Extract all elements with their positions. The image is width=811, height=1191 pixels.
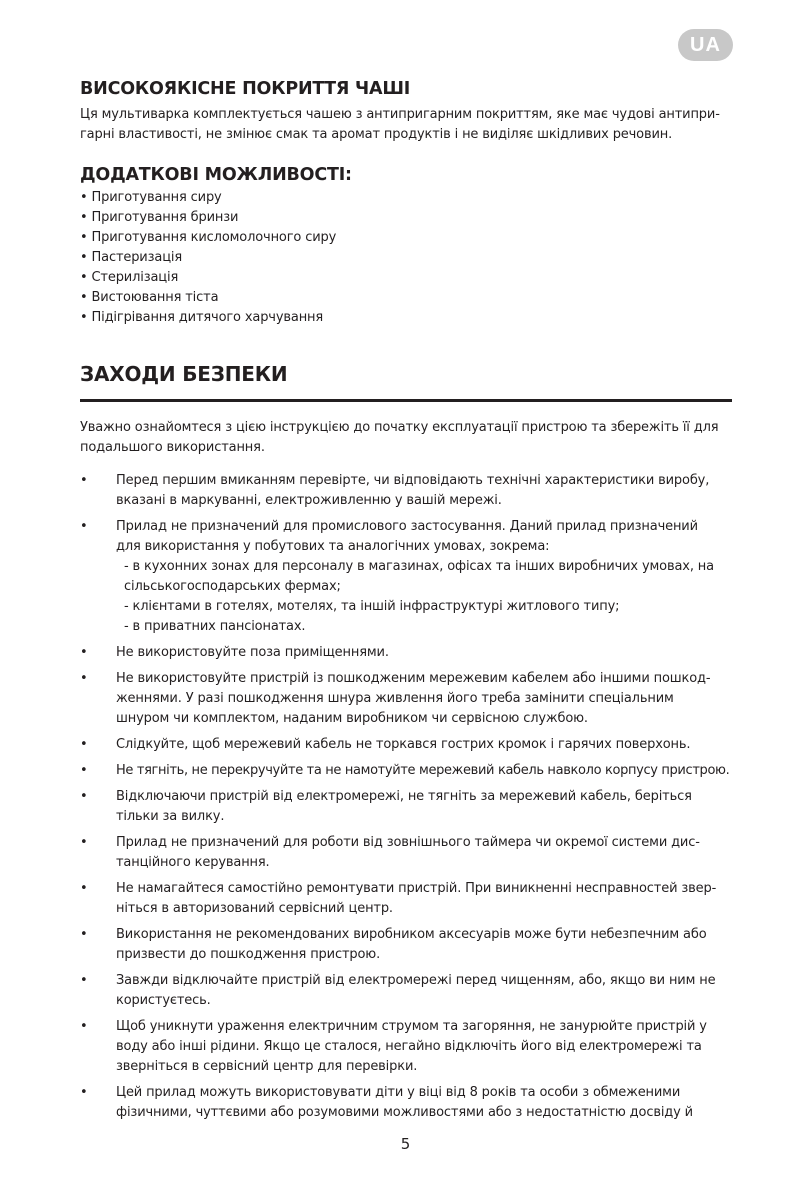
safety-rule <box>80 879 732 919</box>
text-line: Прилад не призначений для роботи від зовнішнього таймера чи окремої системи дис- <box>116 835 700 850</box>
bullet-icon: • <box>80 473 88 488</box>
list-item: • Вистоювання тіста <box>80 290 219 305</box>
text-line: Не використовуйте поза приміщеннями. <box>116 645 389 660</box>
text-line: Слідкуйте, щоб мережевий кабель не торкався гострих кромок і гарячих поверхонь. <box>116 737 691 752</box>
text-line: ніться в авторизований сервісний центр. <box>116 901 393 916</box>
text-line: гарні властивості, не змінює смак та аромат продуктів і не виділяє шкідливих речовин. <box>80 127 673 142</box>
safety-rules-list <box>80 471 732 1123</box>
sub-item: - в кухонних зонах для персоналу в магазинах, офісах та інших виробничих умовах, на <box>124 559 714 574</box>
bullet-icon: • <box>80 763 88 778</box>
text-line: подальшого використання. <box>80 440 265 455</box>
bullet-icon: • <box>80 927 88 942</box>
text-line: Ця мультиварка комплектується чашею з антипригарним покриттям, яке має чудові антипри- <box>80 107 720 122</box>
text-line: Не намагайтеся самостійно ремонтувати пристрій. При виникненні несправностей звер- <box>116 881 717 896</box>
safety-rule <box>80 471 732 511</box>
text-line: користуєтесь. <box>116 993 211 1008</box>
text-line: женнями. У разі пошкодження шнура живлення його треба замінити спеціальним <box>116 691 674 706</box>
safety-rule <box>80 669 732 729</box>
safety-rule <box>80 517 732 637</box>
text-line: призвести до пошкодження пристрою. <box>116 947 381 962</box>
bullet-icon: • <box>80 671 88 686</box>
text-line: Щоб уникнути ураження електричним струмом та загоряння, не занурюйте пристрій у <box>116 1019 707 1034</box>
list-item: • Приготування кисломолочного сиру <box>80 230 337 245</box>
language-badge: UA <box>678 29 733 61</box>
section-title-features: ДОДАТКОВІ МОЖЛИВОСТІ: <box>80 165 352 185</box>
text-line: для використання у побутових та аналогічних умовах, зокрема: <box>116 539 550 554</box>
list-item: • Приготування сиру <box>80 190 222 205</box>
text-line: шнуром чи комплектом, наданим виробником чи сервісною службою. <box>116 711 588 726</box>
sub-item: - в приватних пансіонатах. <box>124 619 306 634</box>
text-line: Цей прилад можуть використовувати діти у віці від 8 років та особи з обмеженими <box>116 1085 681 1100</box>
text-line: вказані в маркуванні, електроживленню у вашій мережі. <box>116 493 502 508</box>
list-item: • Стерилізація <box>80 270 179 285</box>
safety-rule <box>80 643 732 663</box>
bullet-icon: • <box>80 835 88 850</box>
sub-item: - клієнтами в готелях, мотелях, та іншій інфраструктурі житлового типу; <box>124 599 620 614</box>
sub-item: сільськогосподарських фермах; <box>124 579 341 594</box>
bullet-icon: • <box>80 881 88 896</box>
page-content <box>80 78 732 1129</box>
text-line: воду або інші рідини. Якщо це сталося, негайно відключіть його від електромережі та <box>116 1039 702 1054</box>
safety-rule <box>80 787 732 827</box>
safety-rule <box>80 1017 732 1077</box>
section-title-coating: ВИСОКОЯКІСНЕ ПОКРИТТЯ ЧАШІ <box>80 79 411 99</box>
coating-text <box>80 105 732 145</box>
section-divider <box>80 399 732 402</box>
text-line: зверніться в сервісний центр для перевірки. <box>116 1059 418 1074</box>
bullet-icon: • <box>80 973 88 988</box>
list-item: • Пастеризація <box>80 250 183 265</box>
text-line: тільки за вилку. <box>116 809 225 824</box>
bullet-icon: • <box>80 737 88 752</box>
text-line: Використання не рекомендованих виробником аксесуарів може бути небезпечним або <box>116 927 707 942</box>
bullet-icon: • <box>80 789 88 804</box>
section-title-safety: ЗАХОДИ БЕЗПЕКИ <box>80 362 288 386</box>
text-line: Відключаючи пристрій від електромережі, не тягніть за мережевий кабель, беріться <box>116 789 692 804</box>
bullet-icon: • <box>80 1085 88 1100</box>
text-line: фізичними, чуттєвими або розумовими можливостями або з недостатністю досвіду й <box>116 1105 693 1120</box>
bullet-icon: • <box>80 519 88 534</box>
text-line: Уважно ознайомтеся з цією інструкцією до початку експлуатації пристрою та збережіть її для <box>80 420 719 435</box>
usage-conditions-sublist <box>116 557 732 637</box>
features-list <box>80 188 732 328</box>
text-line: Перед першим вмиканням перевірте, чи відповідають технічні характеристики виробу, <box>116 473 710 488</box>
safety-intro <box>80 418 732 458</box>
bullet-icon: • <box>80 645 88 660</box>
safety-rule <box>80 971 732 1011</box>
safety-rule <box>80 761 732 781</box>
safety-rule <box>80 833 732 873</box>
safety-rule <box>80 1083 732 1123</box>
text-line: танційного керування. <box>116 855 270 870</box>
text-line: Завжди відключайте пристрій від електромережі перед чищенням, або, якщо ви ним не <box>116 973 716 988</box>
list-item: • Підігрівання дитячого харчування <box>80 310 324 325</box>
list-item: • Приготування бринзи <box>80 210 239 225</box>
text-line: Прилад не призначений для промислового застосування. Даний прилад призначений <box>116 519 698 534</box>
safety-rule <box>80 925 732 965</box>
text-line: Не використовуйте пристрій із пошкодженим мережевим кабелем або іншими пошкод- <box>116 671 711 686</box>
safety-rule <box>80 735 732 755</box>
text-line: Не тягніть, не перекручуйте та не намотуйте мережевий кабель навколо корпусу пристрою. <box>116 763 730 778</box>
bullet-icon: • <box>80 1019 88 1034</box>
page-number: 5 <box>400 1135 411 1153</box>
